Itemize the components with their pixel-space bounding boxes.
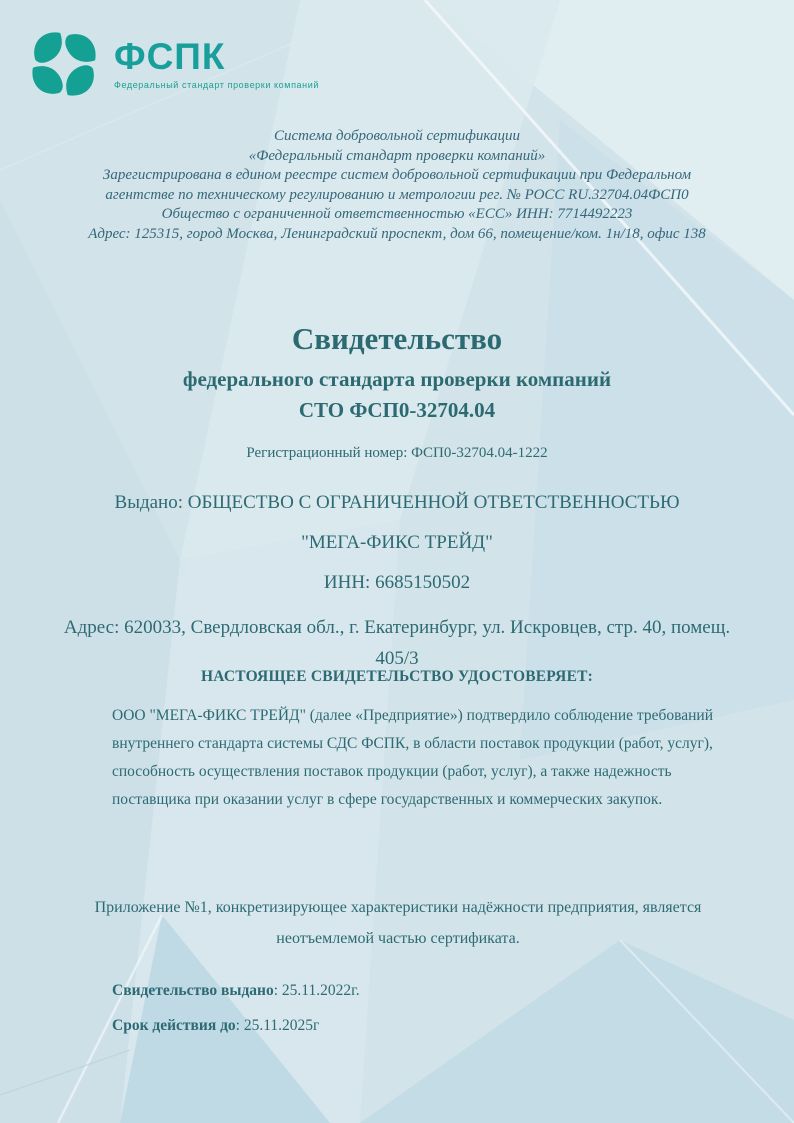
certificate-title xyxy=(0,320,794,425)
logo-tagline: Федеральный стандарт проверки компаний xyxy=(114,80,319,90)
title-subtitle: федерального стандарта проверки компаний xyxy=(182,367,612,392)
issued-to-block xyxy=(0,492,794,674)
statement-heading: НАСТОЯЩЕЕ СВИДЕТЕЛЬСТВО УДОСТОВЕРЯЕТ: xyxy=(200,668,594,685)
inn-number: ИНН: 6685150502 xyxy=(323,571,471,593)
certifying-body-header xyxy=(0,127,794,244)
issued-to-line: Выдано: ОБЩЕСТВО С ОГРАНИЧЕННОЙ ОТВЕТСТВЕННОСТЬЮ xyxy=(114,492,680,513)
title-standard-number: СТО ФСП0-32704.04 xyxy=(298,397,496,422)
statement-body: ООО "МЕГА-ФИКС ТРЕЙД" (далее «Предприятие») подтвердило соблюдение требований внутреннего стандарта системы СДС ФСПК, в области поставок продукции (работ, услуг), способность осуществления поставок продукции (работ, услуг), а также надежность поставщика при оказании услуг в сфере государственных и коммерческих закупок. xyxy=(112,707,714,808)
header-line: «Федеральный стандарт проверки компаний» xyxy=(248,147,546,164)
issue-date-value: : 25.11.2022г. xyxy=(273,982,360,999)
issue-date-label: Свидетельство выдано xyxy=(112,982,274,999)
header-line: агентстве по техническому регулированию и метрологии рег. № РОСС RU.32704.04ФСП0 xyxy=(105,186,689,203)
title-main: Свидетельство xyxy=(291,321,503,356)
header-line: Адрес: 125315, город Москва, Ленинградский проспект, дом 66, помещение/ком. 1н/18, офис 138 xyxy=(88,225,706,242)
header-line: Зарегистрирована в едином реестре систем добровольной сертификации при Федеральном xyxy=(102,167,692,183)
company-name: "МЕГА-ФИКС ТРЕЙД" xyxy=(301,531,493,553)
header-line: Система добровольной сертификации xyxy=(273,128,521,144)
logo xyxy=(26,26,319,102)
logo-wordmark: ФСПК xyxy=(114,36,226,77)
logo-text xyxy=(114,38,319,90)
registration-number: Регистрационный номер: ФСП0-32704.04-1222 xyxy=(246,445,548,461)
appendix-note: Приложение №1, конкретизирующее характеристики надёжности предприятия, является неотъемлемой частью сертификата. xyxy=(94,899,702,947)
fspk-logo-icon xyxy=(26,26,102,102)
validity-date-label: Срок действия до xyxy=(112,1017,236,1034)
issue-date-row xyxy=(112,982,360,1000)
header-line: Общество с ограниченной ответственностью «ЕСС» ИНН: 7714492223 xyxy=(161,206,633,222)
validity-date-value: : 25.11.2025г xyxy=(235,1017,320,1034)
company-address: Адрес: 620033, Свердловская обл., г. Екатеринбург, ул. Искровцев, стр. 40, помещ. 405/3 xyxy=(63,616,731,669)
validity-date-row xyxy=(112,1017,319,1035)
